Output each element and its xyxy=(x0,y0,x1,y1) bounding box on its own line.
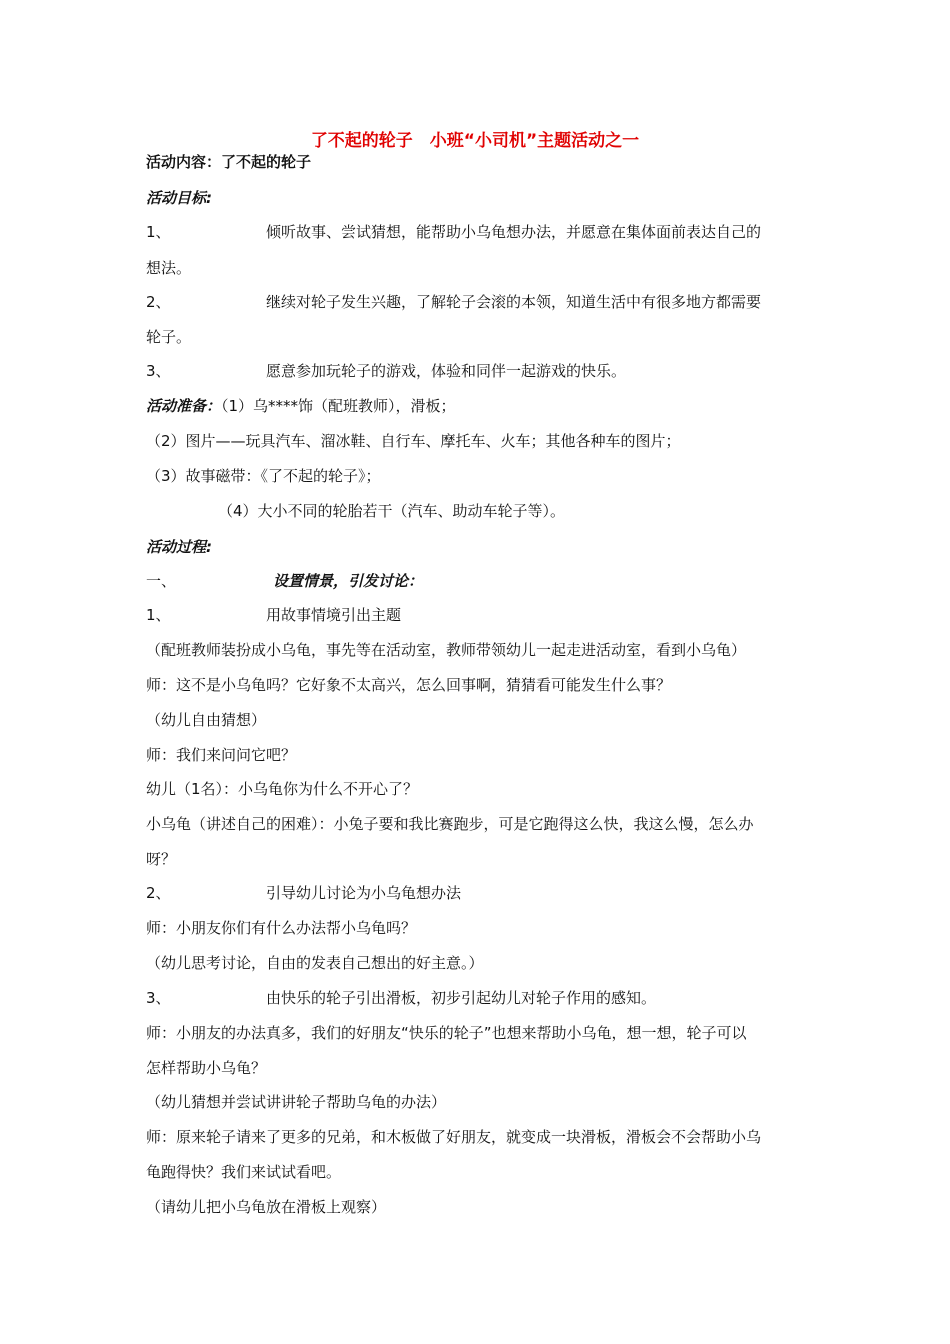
paragraph-11: 怎样帮助小乌龟？ xyxy=(146,1059,267,1077)
prep-item-3: （3）故事磁带：《了不起的轮子》； xyxy=(146,467,381,485)
goal-3-text: 愿意参加玩轮子的游戏，体验和同伴一起游戏的快乐。 xyxy=(266,362,627,380)
prep-label: 活动准备： xyxy=(146,397,222,415)
paragraph-14: 龟跑得快？我们来试试看吧。 xyxy=(146,1163,342,1181)
goal-2-text: 继续对轮子发生兴趣，了解轮子会滚的本领，知道生活中有很多地方都需要 xyxy=(266,293,762,311)
goal-2-continuation: 轮子。 xyxy=(146,328,192,346)
goal-3-number: 3、 xyxy=(146,362,171,380)
prep-item-2: （2）图片——玩具汽车、溜冰鞋、自行车、摩托车、火车；其他各种车的图片； xyxy=(146,432,681,450)
goals-label: 活动目标: xyxy=(146,189,212,207)
step-1-number: 1、 xyxy=(146,606,171,624)
paragraph-9: （幼儿思考讨论，自由的发表自己想出的好主意。） xyxy=(146,954,484,972)
paragraph-2: 师：这不是小乌龟吗？它好象不太高兴，怎么回事啊，猜猜看可能发生什么事？ xyxy=(146,676,672,694)
goal-2-number: 2、 xyxy=(146,293,171,311)
step-2-text: 引导幼儿讨论为小乌龟想办法 xyxy=(266,884,462,902)
step-3-text: 由快乐的轮子引出滑板，初步引起幼儿对轮子作用的感知。 xyxy=(266,989,657,1007)
paragraph-1: （配班教师装扮成小乌龟，事先等在活动室，教师带领幼儿一起走进活动室，看到小乌龟） xyxy=(146,641,747,659)
step-2-number: 2、 xyxy=(146,884,171,902)
step-3-number: 3、 xyxy=(146,989,171,1007)
prep-line-1 xyxy=(146,396,456,416)
content-label: 活动内容：了不起的轮子 xyxy=(146,153,312,171)
goal-1-continuation: 想法。 xyxy=(146,259,192,277)
paragraph-8: 师：小朋友你们有什么办法帮小乌龟吗？ xyxy=(146,919,417,937)
section-1-title: 设置情景，引发讨论： xyxy=(273,572,424,590)
prep-item-1: （1）乌****饰（配班教师），滑板； xyxy=(221,397,456,415)
paragraph-6: 小乌龟（讲述自己的困难）：小兔子要和我比赛跑步，可是它跑得这么快，我这么慢，怎么办 xyxy=(146,815,754,833)
goal-1-text: 倾听故事、尝试猜想，能帮助小乌龟想办法，并愿意在集体面前表达自己的 xyxy=(266,223,762,241)
paragraph-13: 师：原来轮子请来了更多的兄弟，和木板做了好朋友，就变成一块滑板，滑板会不会帮助小乌 xyxy=(146,1128,762,1146)
step-1-text: 用故事情境引出主题 xyxy=(266,606,402,624)
paragraph-5: 幼儿（1名）：小乌龟你为什么不开心了？ xyxy=(146,780,419,798)
paragraph-10: 师：小朋友的办法真多，我们的好朋友“快乐的轮子”也想来帮助小乌龟，想一想，轮子可以 xyxy=(146,1024,747,1042)
process-label: 活动过程: xyxy=(146,538,212,556)
document-title: 了不起的轮子 小班“小司机”主题活动之一 xyxy=(310,131,640,151)
paragraph-15: （请幼儿把小乌龟放在滑板上观察） xyxy=(146,1198,387,1216)
paragraph-3: （幼儿自由猜想） xyxy=(146,711,267,729)
paragraph-7: 呀？ xyxy=(146,850,177,868)
paragraph-4: 师：我们来问问它吧？ xyxy=(146,746,297,764)
section-1-number: 一、 xyxy=(146,572,177,590)
goal-1-number: 1、 xyxy=(146,223,171,241)
prep-item-4: （4）大小不同的轮胎若干（汽车、助动车轮子等）。 xyxy=(218,502,566,520)
paragraph-12: （幼儿猜想并尝试讲讲轮子帮助乌龟的办法） xyxy=(146,1093,447,1111)
